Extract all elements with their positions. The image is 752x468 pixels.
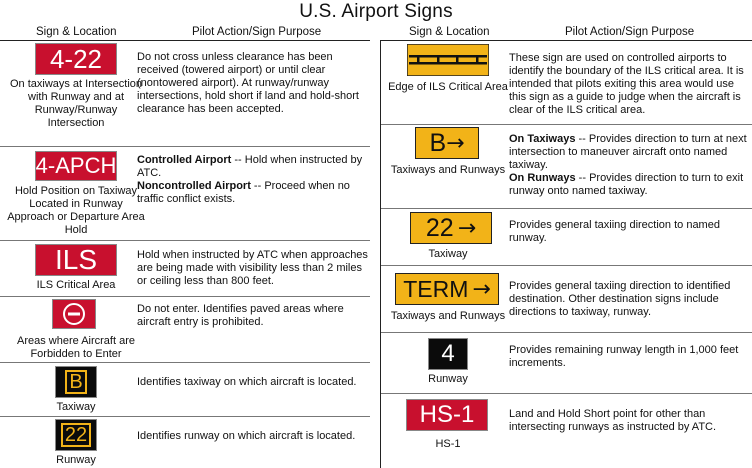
runway-location-sign [55,419,97,451]
left-action-header: Pilot Action/Sign Purpose [192,26,322,38]
sign-caption: Runway [56,454,96,466]
sign-text: B [429,128,447,157]
sign-caption: Hold Position on Taxiway Located in Runway Approach or Departure Area Hold [7,185,145,236]
destination-sign-term [395,273,499,305]
sign-caption: HS-1 [435,438,461,450]
no-entry-sign [52,299,96,329]
left-sign-header: Sign & Location [36,26,117,38]
sign-text: ILS [54,244,98,275]
sign-description: Do not cross unless clearance has been received (towered airport) or until clear (nontowered airport). At runway/runway intersections, hold short if land and hold-short clearance has been accepted. [137,51,359,115]
right-arrow-icon: → [457,215,477,241]
ils-boundary-sign-icon [407,44,489,76]
right-header-divider [381,40,752,41]
sign-text: 22 [425,213,454,242]
sign-description [509,133,749,198]
desc-text: -- Provides direction to turn at next intersection to maneuver aircraft onto named taxiway. [509,133,747,171]
sign-description: Land and Hold Short point for other than intersecting runways as instructed by ATC. [509,408,717,433]
sign-text: B [65,370,86,394]
right-arrow-icon: → [446,130,465,156]
sign-description: Identifies runway on which aircraft is located. [137,430,356,442]
desc-bold: Controlled Airport [137,154,232,166]
sign-description: Provides general taxiing direction to named runway. [509,219,720,244]
left-header-divider [0,40,370,41]
desc-text: -- Hold when instructed by ATC. [137,154,363,179]
row-divider [381,332,752,333]
sign-text: 4 [441,340,455,367]
row-divider [381,265,752,266]
taxiway-location-sign [55,366,97,398]
sign-description: Do not enter. Identifies paved areas where aircraft entry is prohibited. [137,303,344,328]
row-divider [381,124,752,125]
ils-critical-area-sign [35,244,117,276]
row-divider [381,393,752,394]
row-divider [0,416,370,417]
sign-description: These sign are used on controlled airports to identify the boundary of the ILS critical area. It is intended that pilots exiting this area would use this sign as a guide to judge when the aircraft is clear of the ILS critical area. [509,52,744,116]
sign-description: Hold when instructed by ATC when approaches are being made with visibility less than 2 miles or ceiling less than 800 feet. [137,249,368,287]
sign-description: Provides remaining runway length in 1,000 feet increments. [509,344,739,369]
sign-caption: ILS Critical Area [36,279,116,291]
sign-description: Identifies taxiway on which aircraft is located. [137,376,357,388]
direction-sign-taxiway-b [415,127,479,159]
desc-text: -- Proceed when no traffic conflict exists. [137,180,350,205]
row-divider [381,208,752,209]
row-divider [0,296,370,297]
no-entry-icon [62,302,86,326]
sign-text: TERM [403,275,469,302]
sign-caption: Runway [428,373,468,385]
sign-text: 4-22 [49,43,103,74]
sign-caption: Taxiways and Runways [390,164,506,176]
direction-sign-runway-22 [410,212,492,244]
center-divider [380,40,381,468]
approach-hold-sign [35,151,117,181]
right-action-header: Pilot Action/Sign Purpose [565,26,695,38]
sign-caption: Areas where Aircraft are Forbidden to Enter [17,335,135,360]
runway-distance-remaining-sign [428,338,468,370]
sign-text: 22 [61,423,91,447]
sign-caption: Edge of ILS Critical Area [388,81,508,93]
row-divider [0,146,370,147]
desc-bold: On Taxiways [509,133,576,145]
sign-text: 4-APCH [35,153,117,178]
sign-text: HS-1 [419,401,475,428]
sign-caption: On taxiways at Intersection with Runway and at Runway/Runway Intersection [9,78,143,129]
right-sign-header: Sign & Location [409,26,490,38]
runway-holding-position-sign [35,43,117,75]
desc-text: -- Provides direction to turn to exit runway onto named taxiway. [509,172,744,197]
page-title: U.S. Airport Signs [299,1,453,22]
sign-description: Provides general taxiing direction to identified destination. Other destination signs include directions to taxiway, runway. [509,280,731,318]
desc-bold: Noncontrolled Airport [137,180,251,192]
row-divider [0,362,370,363]
sign-caption: Taxiways and Runways [390,310,506,322]
sign-caption: Taxiway [56,401,96,413]
sign-description [137,154,369,206]
desc-bold: On Runways [509,172,576,184]
sign-caption: Taxiway [428,248,468,260]
row-divider [0,240,370,241]
hold-short-sign [406,399,488,431]
ils-boundary-sign [407,44,489,76]
right-arrow-icon: → [472,276,491,302]
